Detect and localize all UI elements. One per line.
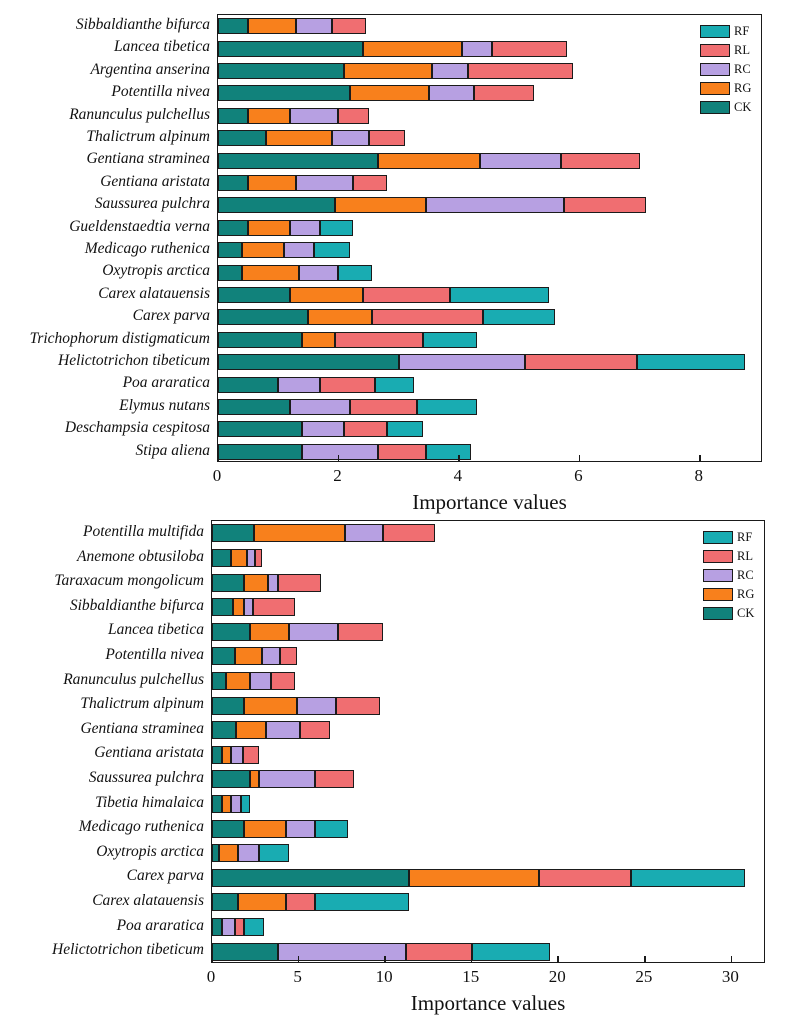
bar-segment-rl [539,869,631,887]
bar-segment-rc [231,746,243,764]
species-label: Ranunculus pulchellus [63,670,204,688]
species-label: Gentiana straminea [86,150,210,168]
bar-segment-rg [266,130,332,146]
bar-segment-rl [315,770,354,788]
bar-segment-rl [561,153,639,169]
legend-item-ck [700,98,751,116]
bar-segment-ck [218,85,350,101]
x-axis-tick [298,956,300,962]
species-label: Trichophorum distigmaticum [29,329,210,347]
species-label: Oxytropis arctica [102,262,210,280]
x-axis-title-top: Importance values [412,490,567,514]
bar-segment-rg [409,869,539,887]
species-label: Ranunculus pulchellus [69,105,210,123]
x-axis-title-bottom: Importance values [410,991,566,1015]
x-axis-tick [699,455,701,461]
bar-segment-rf [450,287,549,303]
bar-segment-rg [235,647,262,665]
bar-segment-rc [266,721,301,739]
bar-segment-rc [290,220,320,236]
bar-segment-rf [244,918,264,936]
bar-segment-ck [212,795,222,813]
bar-segment-rg [244,697,297,715]
x-axis-tick [644,956,646,962]
bar-segment-rf [483,309,555,325]
bar-segment-rf [423,332,477,348]
species-label: Carex parva [126,867,204,885]
species-label: Thalictrum alpinum [86,128,210,145]
bar-segment-rc [289,623,338,641]
bar-segment-rc [231,795,241,813]
bar-segment-rc [426,197,565,213]
species-label: Saussurea pulchra [94,195,210,213]
bar-segment-ck [218,175,248,191]
bar-segment-rg [254,524,346,542]
species-label: Sibbaldianthe bifurca [75,16,210,33]
bar-segment-rg [242,265,299,281]
species-label: Deschampsia cespitosa [64,419,210,437]
bar-segment-rg [250,770,259,788]
legend-item-rc [700,60,751,78]
bar-segment-ck [212,524,254,542]
bar-segment-ck [218,399,290,415]
bar-segment-ck [212,820,244,838]
plot-area-top [217,14,762,462]
bar-segment-rc [462,41,492,57]
x-axis-tick [211,956,213,962]
bar-segment-ck [218,63,344,79]
species-label: Gueldenstaedtia verna [69,217,210,235]
bar-segment-rg [248,220,290,236]
bar-segment-rf [472,943,550,961]
bar-segment-rl [369,130,405,146]
bar-segment-rl [335,332,422,348]
bar-segment-rl [353,175,386,191]
x-tick-label: 4 [453,466,463,485]
bar-segment-rf [387,421,423,437]
x-axis-tick [338,455,340,461]
legend-label: CK [737,605,755,620]
legend-item-rg [700,79,751,97]
bar-segment-ck [218,332,302,348]
bar-segment-rl [363,287,450,303]
legend-item-rl [703,547,754,565]
bar-segment-ck [218,18,248,34]
bar-segment-rc [286,820,315,838]
bar-segment-ck [218,242,242,258]
legend-item-rg [703,585,754,603]
bar-segment-rg [233,598,244,616]
bar-segment-ck [218,220,248,236]
bar-segment-rc [345,524,383,542]
bar-segment-rg [219,844,238,862]
bar-segment-rc [480,153,561,169]
x-axis-tick [471,956,473,962]
legend-item-rf [700,22,751,40]
legend-label: RF [737,529,753,544]
bar-segment-rc [290,399,350,415]
bar-segment-rg [350,85,428,101]
bar-segment-rg [238,893,286,911]
bar-segment-rf [315,893,409,911]
bar-segment-rl [278,574,321,592]
bar-segment-rg [378,153,480,169]
bar-segment-ck [212,672,226,690]
bar-segment-rl [564,197,645,213]
x-axis-tick [217,455,219,461]
bar-segment-ck [218,377,278,393]
x-axis-tick [579,455,581,461]
bar-segment-rf [631,869,745,887]
bar-segment-ck [218,354,399,370]
x-tick-label: 20 [548,967,566,986]
legend-item-rc [703,566,754,584]
legend-swatch-rc [700,63,730,76]
bar-segment-ck [212,623,250,641]
bar-segment-rl [378,444,426,460]
bar-segment-rg [363,41,462,57]
bar-segment-ck [212,574,244,592]
species-label: Saussurea pulchra [88,769,204,786]
legend-label: RC [734,61,751,76]
bar-segment-rc [399,354,525,370]
bar-segment-ck [218,309,308,325]
bar-segment-rg [290,287,362,303]
bar-segment-rf [637,354,745,370]
bar-segment-ck [212,918,222,936]
legend-swatch-rc [703,569,733,582]
species-label: Gentiana straminea [80,719,204,737]
bar-segment-rg [344,63,431,79]
x-tick-label: 6 [574,466,583,485]
bar-segment-rf [417,399,477,415]
bar-segment-rf [241,795,250,813]
bar-segment-rc [222,918,235,936]
bar-segment-rl [474,85,534,101]
bar-segment-rc [268,574,278,592]
species-label: Lancea tibetica [108,621,204,639]
bar-segment-rg [226,672,250,690]
legend-swatch-rg [700,82,730,95]
bar-segment-rf [320,220,353,236]
bar-segment-rf [315,820,348,838]
bar-segment-rf [338,265,371,281]
bar-segment-ck [212,598,233,616]
bar-segment-ck [218,421,302,437]
bar-segment-ck [218,41,363,57]
x-axis-tick [384,956,386,962]
bar-segment-rg [244,574,268,592]
species-label: Taraxacum mongolicum [54,572,204,590]
bar-segment-rc [259,770,315,788]
species-label: Oxytropis arctica [96,842,204,860]
bar-segment-rg [248,175,296,191]
x-tick-label: 0 [212,466,222,485]
bar-segment-rf [314,242,350,258]
bar-segment-rf [259,844,289,862]
bar-segment-rc [244,598,253,616]
species-label: Tibetia himalaica [95,793,204,811]
bar-segment-ck [218,287,290,303]
bar-segment-rl [243,746,259,764]
x-axis-tick [557,956,559,962]
legend-item-rl [700,41,751,59]
bar-segment-rc [297,697,336,715]
bar-segment-rl [332,18,365,34]
legend-label: RL [737,548,753,563]
species-label: Potentilla nivea [111,83,210,101]
legend-label: CK [734,99,752,114]
bar-segment-ck [212,549,231,567]
bar-segment-rc [432,63,468,79]
bar-segment-rc [429,85,474,101]
species-label: Gentiana aristata [94,744,204,762]
bar-segment-ck [212,869,409,887]
bar-segment-ck [212,893,238,911]
bar-segment-ck [218,130,266,146]
species-label: Poa araratica [122,374,210,392]
legend-swatch-rg [703,588,733,601]
legend-label: RG [737,586,755,601]
legend-swatch-ck [700,101,730,114]
legend-label: RG [734,80,752,95]
bar-segment-rl [336,697,380,715]
bar-segment-ck [212,746,222,764]
bar-segment-rl [338,623,383,641]
bar-segment-rg [248,18,296,34]
bar-segment-rc [250,672,271,690]
legend-label: RL [734,42,750,57]
species-label: Gentiana aristata [100,172,210,190]
x-tick-label: 0 [206,967,216,986]
legend-swatch-rf [703,531,733,544]
bar-segment-rc [284,242,314,258]
species-label: Medicago ruthenica [84,240,210,257]
bar-segment-ck [212,697,244,715]
bar-segment-rl [338,108,368,124]
bar-segment-rg [244,820,286,838]
legend-swatch-ck [703,607,733,620]
legend-swatch-rf [700,25,730,38]
species-label: Carex alatauensis [92,892,204,909]
species-label: Sibbaldianthe bifurca [69,596,204,614]
x-axis-tick [731,956,733,962]
bar-segment-rl [406,943,472,961]
x-tick-label: 10 [375,967,393,986]
bar-segment-rl [383,524,435,542]
x-tick-label: 2 [333,466,342,485]
legend-label: RC [737,567,754,582]
species-label: Stipa aliena [135,441,210,459]
bar-segment-rc [299,265,338,281]
species-label: Carex alatauensis [98,284,210,302]
bar-segment-rg [222,746,231,764]
bar-segment-ck [212,721,236,739]
species-label: Elymus nutans [119,396,210,414]
bar-segment-rl [253,598,295,616]
species-label: Potentilla nivea [105,646,204,663]
bar-segment-rf [426,444,471,460]
bar-segment-rc [332,130,368,146]
bar-segment-rg [222,795,231,813]
species-label: Potentilla multifida [83,523,204,540]
bar-segment-rl [271,672,295,690]
x-axis-tick [458,455,460,461]
bar-segment-ck [218,108,248,124]
species-label: Helictotrichon tibeticum [52,941,204,959]
bar-segment-ck [212,647,235,665]
bar-segment-rl [286,893,315,911]
bar-segment-rg [236,721,265,739]
x-tick-label: 15 [462,967,480,986]
bar-segment-ck [212,943,278,961]
legend-label: RF [734,23,750,38]
bar-segment-ck [212,770,250,788]
bar-segment-rc [302,421,344,437]
bar-segment-ck [212,844,219,862]
bar-segment-rl [280,647,297,665]
legend-item-ck [703,604,754,622]
bar-segment-rf [375,377,414,393]
species-label: Medicago ruthenica [78,818,204,836]
species-label: Poa araratica [116,916,204,934]
bar-segment-rl [350,399,416,415]
bar-segment-rl [492,41,567,57]
bar-segment-rc [302,444,377,460]
bar-segment-rl [468,63,573,79]
species-label: Argentina anserina [90,60,210,78]
bar-segment-ck [218,444,302,460]
bar-segment-rl [255,549,262,567]
bar-segment-rg [335,197,425,213]
bar-segment-rl [525,354,636,370]
bar-segment-rl [235,918,245,936]
bar-segment-rc [296,175,353,191]
legend [700,22,751,116]
species-label: Carex parva [132,307,210,325]
species-label: Lancea tibetica [114,38,210,56]
bar-segment-ck [218,197,335,213]
bar-segment-ck [218,265,242,281]
species-label: Thalictrum alpinum [80,695,204,713]
bar-segment-rl [320,377,374,393]
bar-segment-rg [302,332,335,348]
species-label: Helictotrichon tibeticum [58,352,210,369]
bar-segment-rg [308,309,371,325]
plot-area-bottom [211,520,765,963]
legend-item-rf [703,528,754,546]
bar-segment-rg [248,108,290,124]
x-tick-label: 8 [694,466,704,485]
bar-segment-rc [278,377,320,393]
x-tick-label: 30 [721,967,739,986]
bar-segment-rc [238,844,259,862]
bar-segment-rl [344,421,386,437]
legend-swatch-rl [703,550,733,563]
bar-segment-rc [290,108,338,124]
bar-segment-rg [250,623,289,641]
bar-segment-rg [231,549,247,567]
bar-segment-ck [218,153,378,169]
species-label: Anemone obtusiloba [77,547,204,565]
bar-segment-rc [262,647,279,665]
bar-segment-rc [247,549,255,567]
x-tick-label: 25 [635,967,653,986]
bar-segment-rl [372,309,483,325]
bar-segment-rc [296,18,332,34]
legend-swatch-rl [700,44,730,57]
bar-segment-rg [242,242,284,258]
bar-segment-rl [300,721,329,739]
x-tick-label: 5 [293,967,302,986]
legend [703,528,754,622]
